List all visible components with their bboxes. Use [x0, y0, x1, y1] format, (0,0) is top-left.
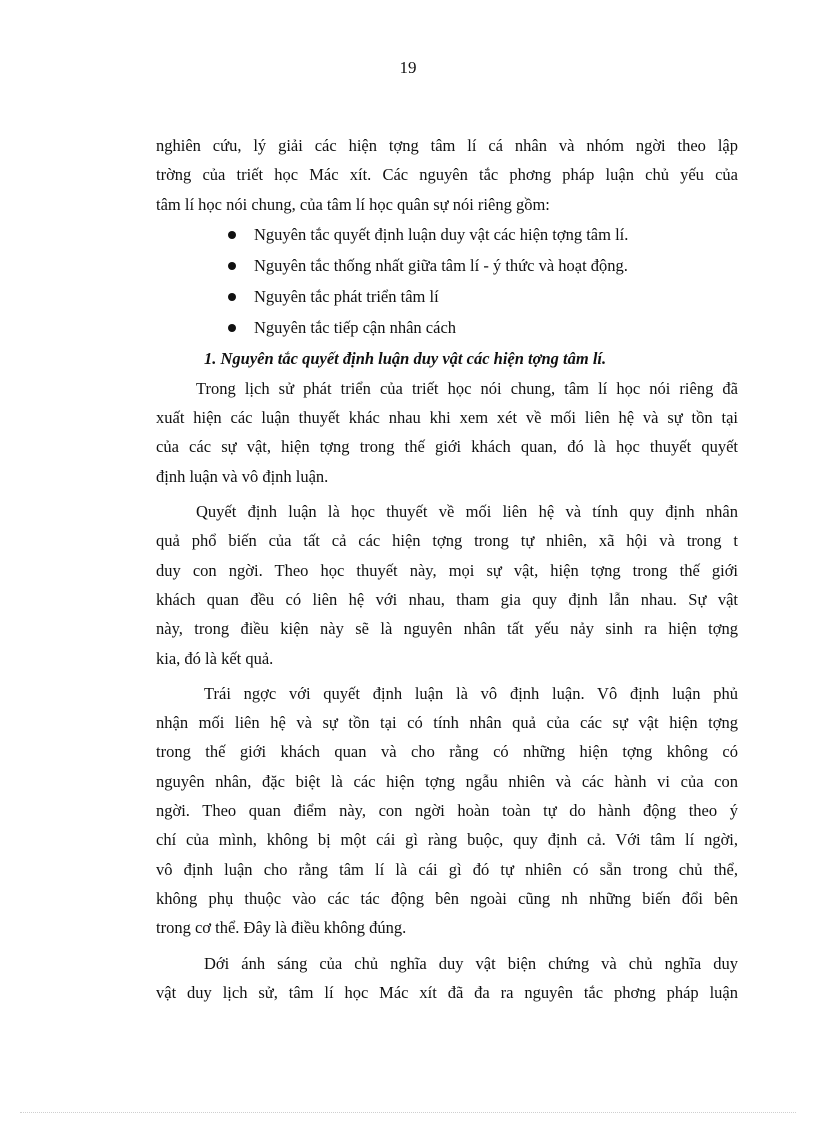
- text-line: trong cơ thể. Đây là điều không đúng.: [156, 918, 407, 938]
- text-line: Trong lịch sử phát triển của triết học nói chung, tâm lí học nói riêng đã: [196, 378, 738, 398]
- text-line: quả phổ biến của tất cả các hiện tợng trong tự nhiên, xã hội và trong t: [156, 531, 738, 551]
- text-line: Quyết định luận là học thuyết về mối liên hệ và tính quy định nhân: [196, 502, 738, 522]
- text-line: kia, đó là kết quả.: [156, 648, 274, 668]
- text-line: tâm lí học nói chung, của tâm lí học quân sự nói riêng gồm:: [156, 194, 550, 214]
- text-line: ngời. Theo quan điểm này, con ngời hoàn toàn tự do hành động theo ý: [156, 801, 738, 821]
- text-line: định luận và vô định luận.: [156, 466, 329, 486]
- paragraph-1: [156, 374, 738, 491]
- bullet-icon: [228, 293, 236, 301]
- text-line: Trái ngợc với quyết định luận là vô định luận. Vô định luận phủ: [204, 683, 738, 703]
- bullet-icon: [228, 324, 236, 332]
- list-item: [156, 250, 738, 281]
- intro-paragraph: [156, 131, 738, 219]
- list-item: [156, 281, 738, 312]
- page-body: [156, 131, 738, 1007]
- text-line: vô định luận cho rằng tâm lí là cái gì đó tự nhiên có sẵn trong chủ thể,: [156, 859, 738, 879]
- bullet-icon: [228, 231, 236, 239]
- text-line: xuất hiện các luận thuyết khác nhau khi xem xét về mối liên hệ và sự tồn tại: [156, 408, 738, 428]
- text-line: nghiên cứu, lý giải các hiện tợng tâm lí cá nhân và nhóm ngời theo lập: [156, 136, 738, 155]
- page-bottom-rule: [20, 1112, 796, 1113]
- paragraph-3: [156, 679, 738, 943]
- list-item-text: Nguyên tắc quyết định luận duy vật các hiện tợng tâm lí.: [254, 224, 629, 244]
- section-heading: 1. Nguyên tắc quyết định luận duy vật các hiện tợng tâm lí.: [204, 348, 607, 368]
- text-line: duy con ngời. Theo học thuyết này, mọi sự vật, hiện tợng trong thế giới: [156, 560, 738, 580]
- paragraph-4: [156, 949, 738, 1008]
- list-item-text: Nguyên tắc phát triển tâm lí: [254, 286, 439, 306]
- text-line: Dới ánh sáng của chủ nghĩa duy vật biện chứng và chủ nghĩa duy: [204, 953, 738, 973]
- text-line: chí của mình, không bị một cái gì ràng buộc, quy định cả. Với tâm lí ngời,: [156, 830, 738, 850]
- text-line: vật duy lịch sử, tâm lí học Mác xít đã đa ra nguyên tắc phơng pháp luận: [156, 982, 738, 1002]
- text-line: nguyên nhân, đặc biệt là các hiện tợng ngẫu nhiên và các hành vi của con: [156, 771, 738, 791]
- page-number: 19: [399, 58, 417, 77]
- list-item: [156, 219, 738, 250]
- list-item-text: Nguyên tắc thống nhất giữa tâm lí - ý thức và hoạt động.: [254, 255, 628, 275]
- principles-list: [156, 219, 738, 343]
- text-line: này, trong điều kiện này sẽ là nguyên nhân tất yếu nảy sinh ra hiện tợng: [156, 619, 738, 639]
- text-line: của các sự vật, hiện tợng trong thế giới khách quan, đó là học thuyết quyết: [156, 437, 738, 457]
- text-line: trờng của triết học Mác xít. Các nguyên tắc phơng pháp luận chủ yếu của: [156, 165, 738, 185]
- list-item-text: Nguyên tắc tiếp cận nhân cách: [254, 317, 457, 337]
- text-line: nhận mối liên hệ và sự tồn tại có tính nhân quả của các sự vật hiện tợng: [156, 713, 738, 733]
- paragraph-2: [156, 497, 738, 673]
- bullet-icon: [228, 262, 236, 270]
- text-line: không phụ thuộc vào các tác động bên ngoài cũng nh những biến đổi bên: [156, 888, 738, 908]
- text-line: trong thế giới khách quan và cho rằng có những hiện tợng không có: [156, 742, 738, 762]
- list-item: [156, 312, 738, 343]
- text-line: khách quan đều có liên hệ với nhau, tham gia quy định lẫn nhau. Sự vật: [156, 589, 738, 609]
